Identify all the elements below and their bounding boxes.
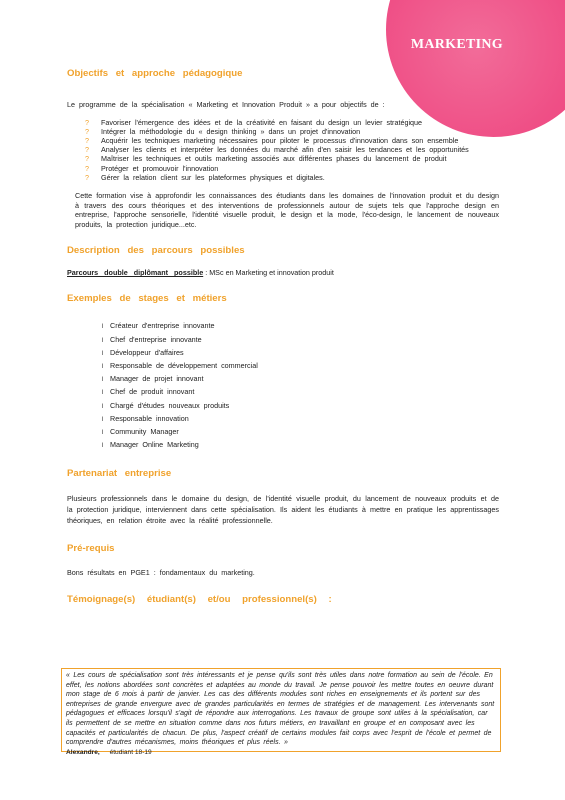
bullet-icon: l [102, 390, 104, 397]
list-item: ? Maîtriser les techniques et outils marketing associés aux différentes phases du lancement de produit [85, 154, 447, 164]
bullet-icon: l [102, 430, 104, 437]
list-item: ? Acquérir les techniques marketing nécessaires pour piloter le processus d'innovation dans son ensemble [85, 136, 459, 145]
testimonial-heading: Témoignage(s) étudiant(s) et/ou professionnel(s) : [67, 593, 332, 605]
tracks-label: Parcours double diplômant possible [67, 268, 204, 278]
testimonial-quote: « Les cours de spécialisation sont très intéressants et je pense qu'ils sont très utiles dans notre formation au sein de l'école. En effet, les notions abordées sont concrètes et adaptées au monde du travail. Je pense pouvoir les mettre toutes en oeuvre durant mon stage de 6 mois à partir de janvier. Les cas des différents modules sont riches en enseignements et ils portent sur des entreprises de grande envergure avec de grandes particularités en termes de stratégies et de management. Les intervenants sont pédagogues et efficaces lorsqu'il s'agit de répondre aux interrogations. Les travaux de groupe sont utiles à la spécialisation, car ils permettent de se mettre en situation comme dans nos futurs métiers, en travaillant en groupe et en composant avec les capacités et particularités de chacun. De plus, l'aspect créatif de certains modules fait corps avec l'esprit de l'école et permet de comprendre d'autres mécanismes, moins théoriques et plus réels. » [66, 672, 495, 747]
bullet-icon: l [102, 337, 104, 344]
list-item: l Manager Online Marketing [102, 439, 499, 452]
testimonial-author: Alexandre, [66, 748, 100, 756]
testimonial-box [61, 668, 501, 756]
question-mark-icon: ? [85, 154, 89, 164]
bullet-icon: l [102, 364, 104, 370]
objectives-list [67, 118, 499, 182]
page-title: MARKETING [410, 37, 503, 52]
list-item: ? Gérer la relation client sur les plateformes physiques et digitales. [85, 172, 325, 182]
bullet-icon: l [102, 324, 104, 331]
list-item: l Responsable de développement commercial [102, 360, 499, 373]
prereq-heading: Pré-requis [67, 543, 115, 555]
question-mark-icon: ? [85, 145, 89, 155]
tracks-value: : MSc en Marketing et innovation produit [205, 268, 334, 278]
jobs-list [67, 320, 499, 452]
bullet-icon: l [102, 416, 104, 423]
list-item: l Manager de projet innovant [102, 373, 499, 386]
list-item: l Community Manager [102, 426, 499, 439]
objectives-heading: Objectifs et approche pédagogique [67, 68, 243, 79]
jobs-heading: Exemples de stages et métiers [67, 293, 227, 305]
tracks-heading: Description des parcours possibles [67, 245, 245, 257]
question-mark-icon: ? [85, 172, 89, 182]
list-item: l Chef de produit innovant [102, 386, 499, 399]
list-item: l Chargé d'études nouveaux produits [102, 400, 499, 413]
partnership-heading: Partenariat entreprise [67, 468, 172, 480]
prereq-text: Bons résultats en PGE1 : fondamentaux du marketing. [67, 568, 255, 578]
testimonial-signature [66, 748, 496, 757]
question-mark-icon: ? [85, 136, 89, 145]
partnership-text: Plusieurs professionnels dans le domaine du design, de l'identité visuelle produit, du lancement de nouveaux produits et de la protection juridique, interviennent dans cette spécialisation. Ils aident les étudiants à mettre en pratique les apprentissages théoriques, en relation étroite avec la réalité professionnelle. [67, 494, 499, 525]
list-item: ? Protéger et promouvoir l'innovation [85, 163, 219, 173]
objectives-paragraph: Cette formation vise à approfondir les connaissances des étudiants dans les domaines de l'innovation produit et du design à travers des cours théoriques et des interventions de professionnels autour de sujets tels que l'approche design en entreprise, l'approche sensorielle, l'identité visuelle produit, le design et la mode, l'éco-design, le lancement de nouveaux produits, la protection juridique...etc. [75, 191, 499, 229]
bullet-icon: l [102, 350, 104, 357]
document-body [67, 60, 499, 605]
question-mark-icon: ? [85, 126, 89, 136]
bullet-icon: l [102, 443, 104, 450]
list-item: l Développeur d'affaires [102, 347, 499, 360]
tracks-line [67, 268, 499, 277]
question-mark-icon: ? [85, 117, 89, 127]
objectives-intro: Le programme de la spécialisation « Marketing et Innovation Produit » a pour objectifs de : [67, 100, 385, 109]
bullet-icon: l [102, 403, 104, 410]
list-item: l Responsable innovation [102, 413, 499, 426]
list-item: ? Analyser les clients et interpréter les données du marché afin d'en saisir les tendances et les opportunités [85, 145, 469, 155]
list-item: ? Favoriser l'émergence des idées et de la créativité en faisant du design un levier stratégique [85, 117, 423, 127]
question-mark-icon: ? [85, 163, 89, 173]
testimonial-role: étudiant 18-19 [109, 748, 152, 756]
list-item: l Créateur d'entreprise innovante [102, 320, 499, 333]
list-item: l Chef d'entreprise innovante [102, 334, 499, 347]
list-item: ? Intégrer la méthodologie du « design thinking » dans un projet d'innovation [85, 126, 361, 136]
bullet-icon: l [102, 377, 104, 384]
